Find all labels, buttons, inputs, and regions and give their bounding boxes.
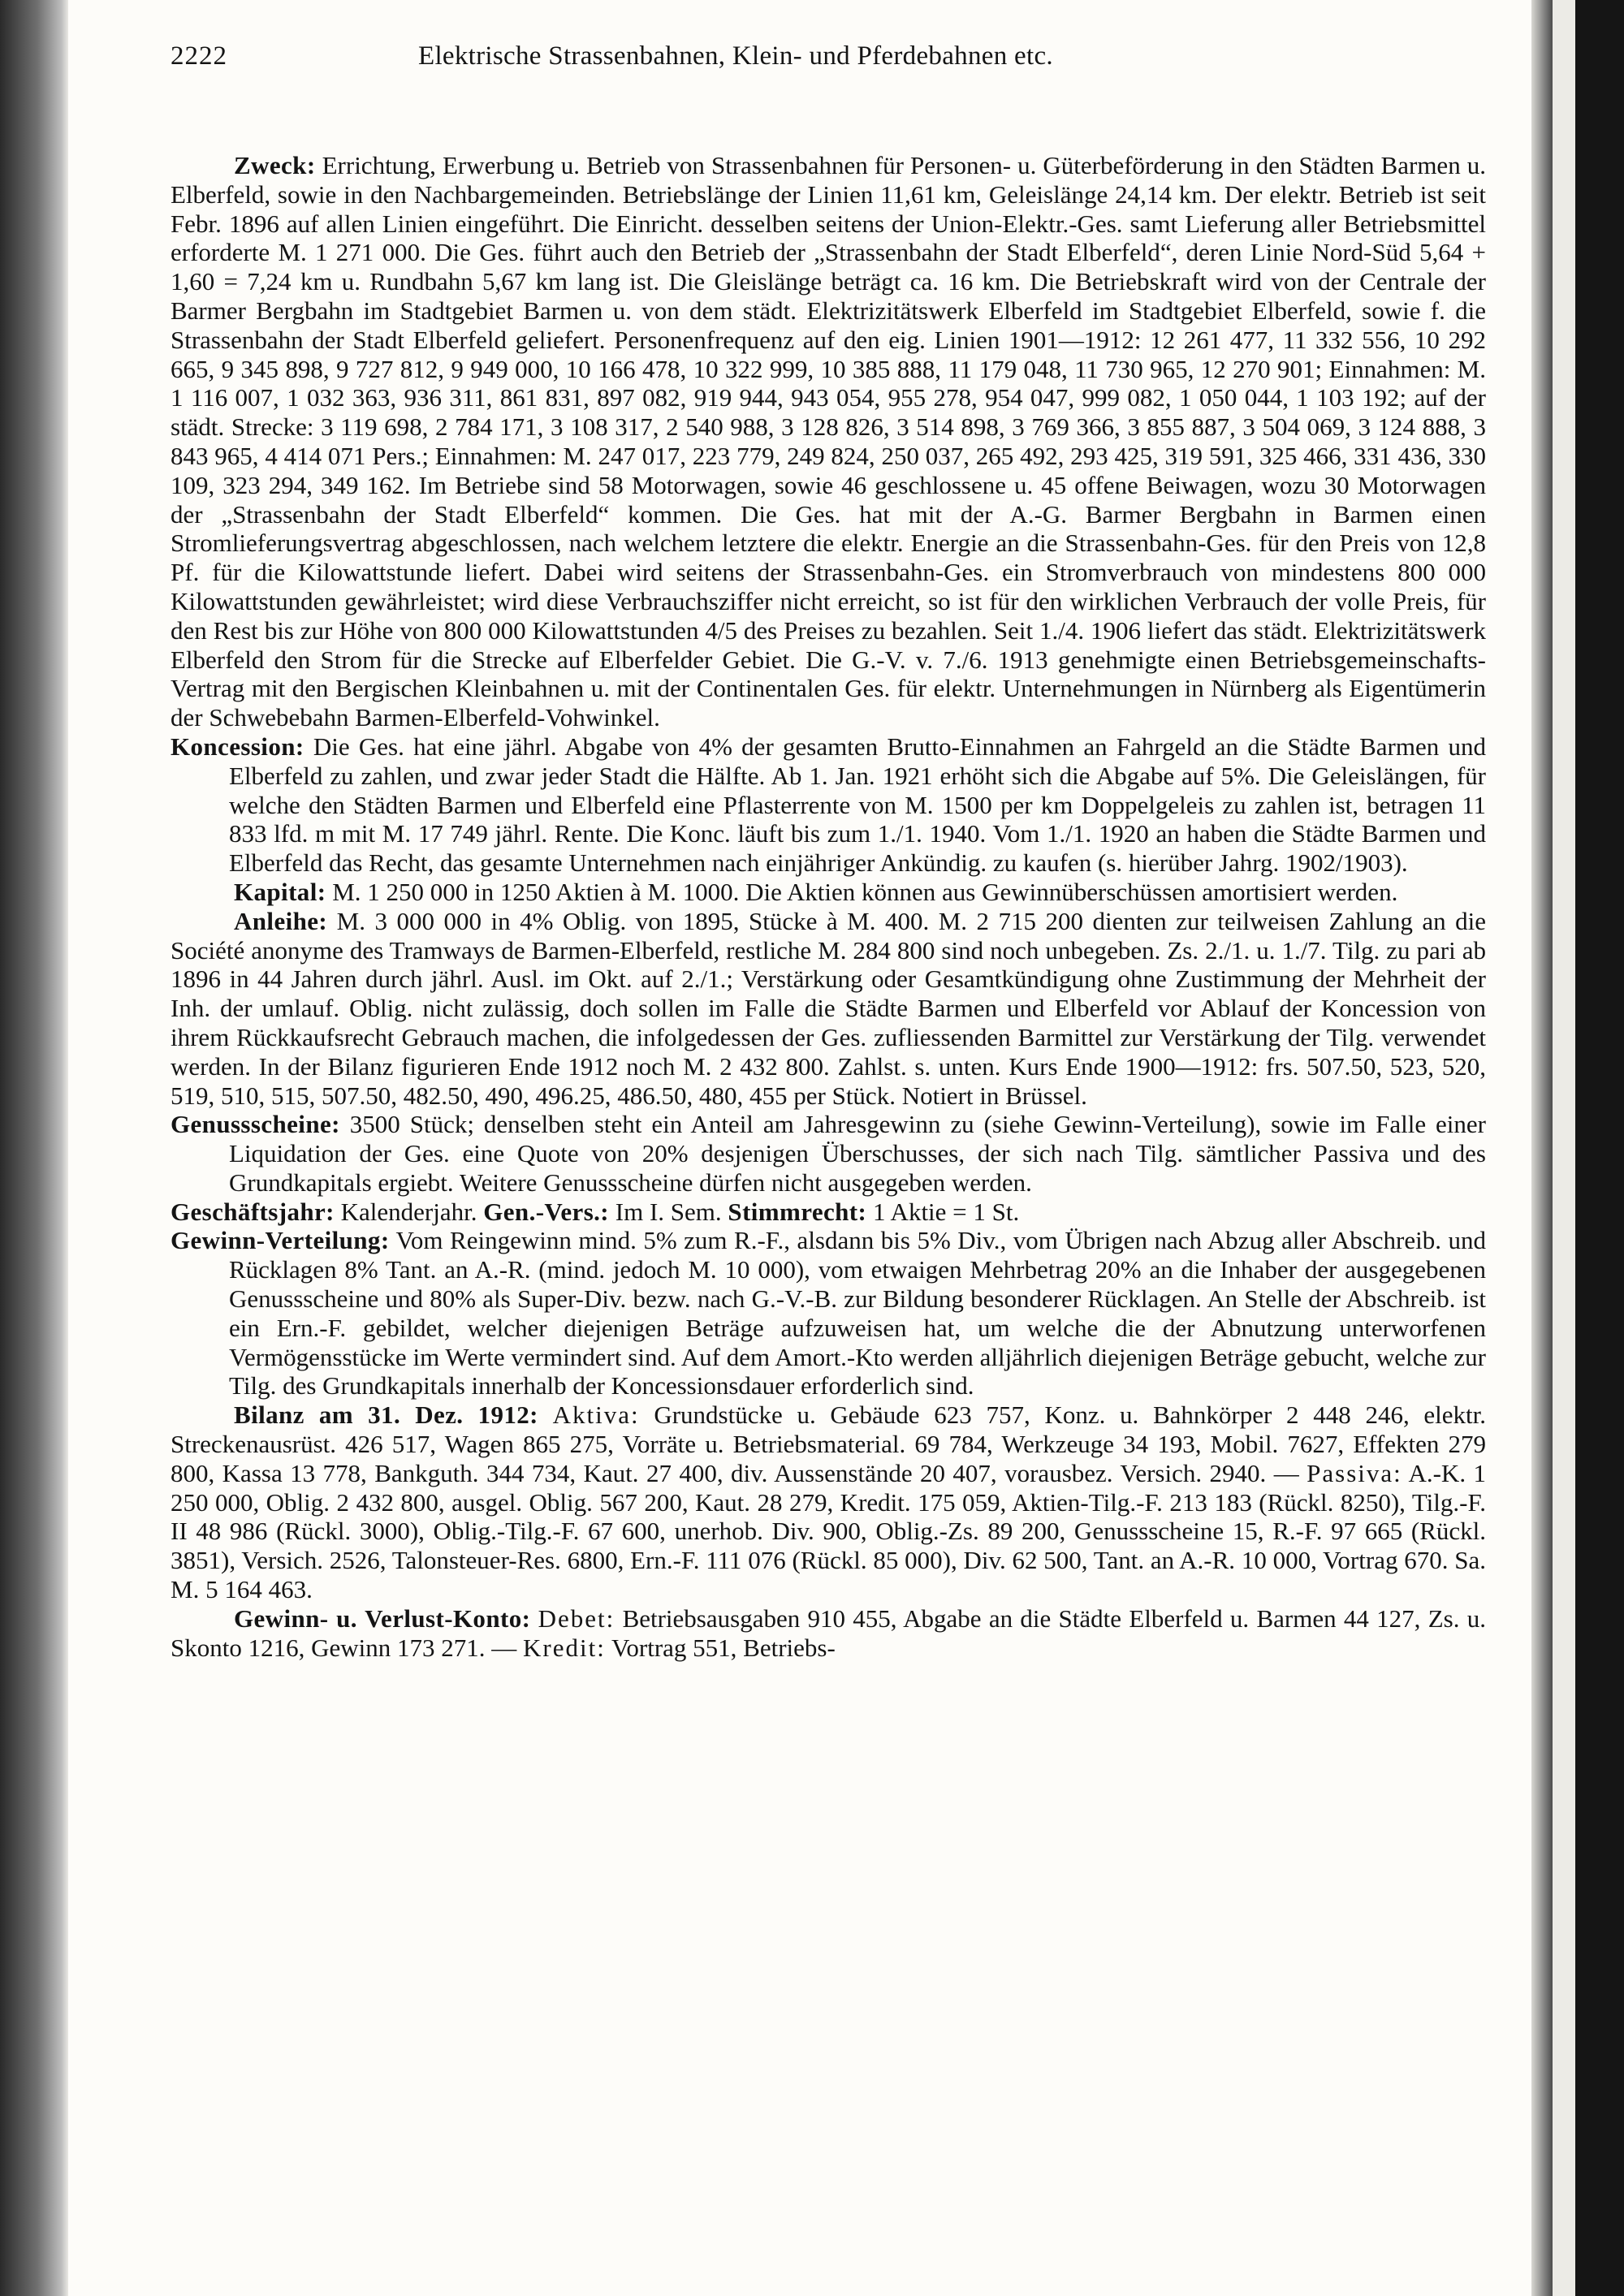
section-label: Anleihe: [234,906,328,935]
section-text-passiva: A.-K. 1 250 000, Oblig. 2 432 800, ausgel. Oblig. 567 200, Kaut. 28 279, Kredit. 175 059, Aktien-Tilg.-F. 213 183 (Rückl. 8250), Tilg.-F. II 48 986 (Rückl. 3000), Oblig.-Tilg.-F. 67 600, unerhob. Div. 900, Oblig.-Zs. 89 200, Genussscheine 15, R.-F. 97 665 (Rückl. 3851), Versich. 2526, Talonsteuer-Res. 6800, Ern.-F. 111 076 (Rückl. 85 000), Div. 62 500, Tant. an A.-R. 10 000, Vortrag 670. Sa. M. 5 164 463. [171,1458,1486,1604]
section-text: Kalenderjahr. [340,1197,477,1226]
section-text-kredit: Vortrag 551, Betriebs- [611,1633,836,1662]
section-text: M. 3 000 000 in 4% Oblig. von 1895, Stücke à M. 400. M. 2 715 200 dienten zur teilweisen Zahlung an die Société anonyme des Tramways de Barmen-Elberfeld, restliche M. 284 800 sind noch unbegeben. Zs. 2./1. u. 1./7. Tilg. zu pari ab 1896 in 44 Jahren durch jährl. Ausl. im Okt. auf 2./1.; Verstärkung oder Gesamtkündigung ohne Zustimmung der Mehrheit der Inh. der umlauf. Oblig. nicht zulässig, doch sollen im Falle die Städte Barmen und Elberfeld vor Ablauf der Koncession von ihrem Rückkaufsrecht Gebrauch machen, die infolgedessen der Ges. zufliessenden Barmittel zur Verstärkung der Tilg. verwendet werden. In der Bilanz figurieren Ende 1912 noch M. 2 432 800. Zahlst. s. unten. Kurs Ende 1900—1912: frs. 507.50, 523, 520, 519, 510, 515, 507.50, 482.50, 490, 496.25, 486.50, 480, 455 per Stück. Notiert in Brüssel. [171,906,1487,1110]
section-kapital [171,878,1486,907]
kredit-label: Kredit: [523,1633,606,1662]
debet-label: Debet: [538,1603,615,1633]
passiva-label: Passiva: [1307,1458,1402,1487]
section-gewinn-verlust [171,1604,1486,1663]
section-label: Kapital: [234,877,326,906]
section-text: Errichtung, Erwerbung u. Betrieb von Strassenbahnen für Personen- u. Güterbeförderung in den Städten Barmen u. Elberfeld, sowie in den Nachbargemeinden. Betriebslänge der Linien 11,61 km, Geleislänge 24,14 km. Der elektr. Betrieb ist seit Febr. 1896 auf allen Linien eingeführt. Die Einricht. desselben seitens der Union-Elektr.-Ges. samt Lieferung aller Betriebsmittel erforderte M. 1 271 000. Die Ges. führt auch den Betrieb der „Strassenbahn der Stadt Elberfeld“, deren Linie Nord-Süd 5,64 + 1,60 = 7,24 km u. Rundbahn 5,67 km lang ist. Die Gleislänge beträgt ca. 16 km. Die Betriebskraft wird von der Centrale der Barmer Bergbahn im Stadtgebiet Barmen u. von dem städt. Elektrizitätswerk Elberfeld im Stadtgebiet Elberfeld, sowie f. die Strassenbahn der Stadt Elberfeld geliefert. Personenfrequenz auf den eig. Linien 1901—1912: 12 261 477, 11 332 556, 10 292 665, 9 345 898, 9 727 812, 9 949 000, 10 166 478, 10 322 999, 10 385 888, 11 179 048, 11 730 965, 12 270 901; Einnahmen: M. 1 116 007, 1 032 363, 936 311, 861 831, 897 082, 919 944, 943 054, 955 278, 954 047, 999 082, 1 050 044, 1 103 192; auf der städt. Strecke: 3 119 698, 2 784 171, 3 108 317, 2 540 988, 3 128 826, 3 514 898, 3 769 366, 3 855 887, 3 504 069, 3 124 888, 3 843 965, 4 414 071 Pers.; Einnahmen: M. 247 017, 223 779, 249 824, 250 037, 265 492, 293 425, 319 591, 325 466, 331 436, 330 109, 323 294, 349 162. Im Betriebe sind 58 Motorwagen, sowie 46 geschlossene u. 45 offene Beiwagen, wozu 30 Motorwagen der „Strassenbahn der Stadt Elberfeld“ kommen. Die Ges. hat mit der A.-G. Barmer Bergbahn in Barmen einen Stromlieferungsvertrag abgeschlossen, nach welchem letztere die elektr. Energie an die Strassenbahn-Ges. für den Preis von 12,8 Pf. für die Kilowattstunde liefert. Dabei wird seitens der Strassenbahn-Ges. ein Stromverbrauch von mindestens 800 000 Kilowattstunden gewährleistet; wird diese Verbrauchsziffer nicht erreicht, so ist für den wirklichen Verbrauch der volle Preis, für den Rest bis zur Höhe von 800 000 Kilowattstunden 4/5 des Preises zu bezahlen. Seit 1./4. 1906 liefert das städt. Elektrizitätswerk Elberfeld den Strom für die Strecke auf Elberfelder Gebiet. Die G.-V. v. 7./6. 1913 genehmigte einen Betriebsgemeinschafts-Vertrag mit den Bergischen Kleinbahnen u. mit der Continentalen Ges. für elektr. Unternehmungen in Nürnberg als Eigentümerin der Schwebebahn Barmen-Elberfeld-Vohwinkel. [171,151,1486,732]
scan-right-border [1531,0,1624,2296]
scan-right-strip [1553,0,1575,2296]
running-head [171,42,1486,81]
section-text: Betriebsausgaben 910 455, Abgabe an die Städte Elberfeld u. Barmen 44 127, Zs. u. Skonto 1216, Gewinn 173 271. — [171,1603,1487,1662]
section-text: Vom Reingewinn mind. 5% zum R.-F., alsdann bis 5% Div., vom Übrigen nach Abzug aller Abschreib. und Rücklagen 8% Tant. an A.-R. (mind. jedoch M. 10 000), vom etwaigen Mehrbetrag 20% an die Inhaber der ausgegebenen Genussscheine und 80% als Super-Div. bezw. nach G.-V.-B. zur Bildung besonderer Rücklagen. An Stelle der Abschreib. ist ein Ern.-F. gebildet, welcher diejenigen Beträge aufzuweisen hat, um welche die der Abnutzung unterworfenen Vermögensstücke im Werte vermindert sind. Auf dem Amort.-Kto werden alljährlich diejenigen Beträge gebucht, welche zur Tilg. des Grundkapitals innerhalb der Koncessionsdauer erforderlich sind. [229,1226,1486,1400]
section-text: Grundstücke u. Gebäude 623 757, Konz. u. Bahnkörper 2 448 246, elektr. Streckenausrüst. 426 517, Wagen 865 275, Vorräte u. Betriebsmaterial. 69 784, Werkzeuge 34 193, Mobil. 7627, Effekten 279 800, Kassa 13 778, Bankguth. 344 734, Kaut. 27 400, div. Aussenstände 20 407, vorausbez. Versich. 2940. — [171,1400,1487,1487]
section-text-gen-vers: Im I. Sem. [615,1197,722,1226]
section-bilanz [171,1400,1486,1604]
section-geschaeftsjahr [171,1198,1486,1227]
section-genussscheine [171,1110,1486,1197]
section-koncession [171,732,1486,878]
scan-left-border [0,0,68,2296]
section-text: 3500 Stück; denselben steht ein Anteil am Jahresgewinn zu (siehe Gewinn-Verteilung), sowie im Falle einer Liquidation der Ges. eine Quote von 20% desjenigen Überschusses, der sich nach Tilg. sämtlicher Passiva und des Grundkapitals ergiebt. Weitere Genussscheine dürfen nicht ausgegeben werden. [229,1110,1486,1197]
section-label-stimmrecht: Stimmrecht: [728,1197,867,1226]
aktiva-label: Aktiva: [552,1400,640,1430]
section-label-gen-vers: Gen.-Vers.: [483,1197,610,1226]
section-label: Zweck: [234,151,316,179]
section-zweck [171,151,1486,732]
section-text-stimmrecht: 1 Aktie = 1 St. [873,1197,1020,1226]
section-label: Bilanz am 31. Dez. 1912: [234,1400,538,1430]
section-label: Genussscheine: [171,1110,340,1139]
header-title: Elektrische Strassenbahnen, Klein- und Pferdebahnen etc. [418,41,1053,71]
section-label: Koncession: [171,732,304,761]
section-anleihe [171,907,1486,1111]
section-label: Gewinn-Verteilung: [171,1226,390,1255]
section-text: M. 1 250 000 in 1250 Aktien à M. 1000. Die Aktien können aus Gewinnüberschüssen amortisiert werden. [332,877,1398,906]
document-page [171,42,1486,1662]
page-number: 2222 [171,41,227,71]
section-label: Geschäftsjahr: [171,1197,335,1226]
section-label: Gewinn- u. Verlust-Konto: [234,1603,531,1633]
section-gewinn-verteilung [171,1226,1486,1400]
section-text: Die Ges. hat eine jährl. Abgabe von 4% der gesamten Brutto-Einnahmen an Fahrgeld an die Städte Barmen und Elberfeld zu zahlen, und zwar jeder Stadt die Hälfte. Ab 1. Jan. 1921 erhöht sich die Abgabe auf 5%. Die Geleislängen, für welche den Städten Barmen und Elberfeld eine Pflasterrente von M. 1500 per km Doppelgeleis zu zahlen ist, betragen 11 833 lfd. m mit M. 17 749 jährl. Rente. Die Konc. läuft bis zum 1./1. 1940. Vom 1./1. 1920 an haben die Städte Barmen und Elberfeld das Recht, das gesamte Unternehmen nach einjähriger Ankündig. zu kaufen (s. hierüber Jahrg. 1902/1903). [229,732,1487,878]
